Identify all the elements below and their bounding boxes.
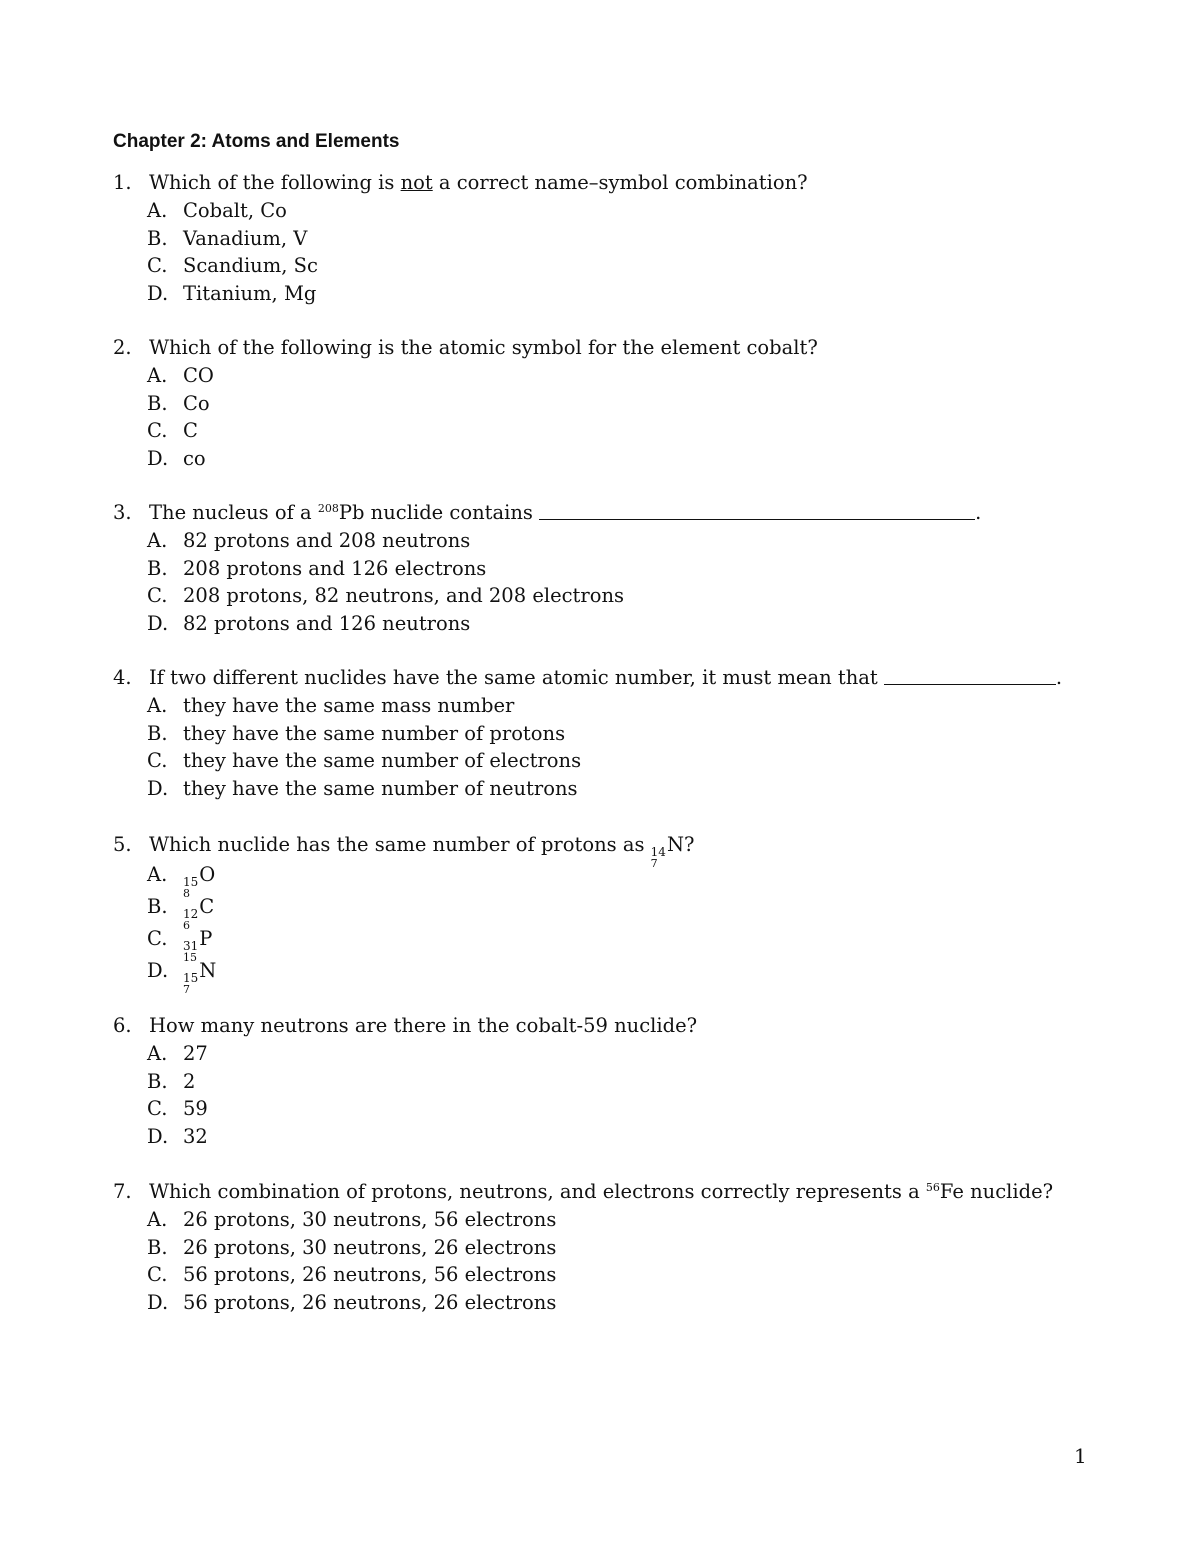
option-text: they have the same number of protons [183,721,566,745]
option-letter: A. [147,694,168,717]
option-text: 82 protons and 208 neutrons [183,529,471,552]
option-text: 2 [183,1069,196,1093]
mass-number: 31 [183,939,199,953]
answer-option [113,197,1113,225]
option-text: 26 protons, 30 neutrons, 26 electrons [183,1235,557,1259]
isotope-notation [183,973,198,995]
option-text: 82 protons and 126 neutrons [183,611,471,635]
option-letter: C. [147,419,168,442]
option-letter: B. [147,1069,168,1093]
option-text: Co [183,391,210,415]
option-letter: C. [147,254,168,277]
question-number: 4. [113,666,132,689]
question-text-part: Which nuclide has the same number of protons as [149,833,651,856]
answer-option [113,417,1113,445]
option-letter: B. [147,391,168,415]
question-number: 2. [113,336,132,359]
answer-option [113,1040,1113,1068]
answer-option [113,252,1113,280]
element-symbol: O [199,863,216,886]
answer-option [113,280,1113,308]
mass-number-superscript: 208 [317,502,339,515]
option-text: 27 [183,1042,208,1065]
atomic-number: 7 [183,983,190,996]
atomic-number: 8 [183,887,190,900]
question-stem [113,334,1113,362]
option-text: they have the same number of neutrons [183,776,578,800]
answer-option [113,955,1113,996]
question-text-part: Which combination of protons, neutrons, and electrons correctly represents a [149,1180,926,1203]
mass-number-superscript: 56 [925,1181,940,1194]
question-text-part: If two different nuclides have the same atomic number, it must mean that [149,666,878,689]
option-text: Cobalt, Co [183,199,287,222]
answer-option [113,720,1113,748]
option-letter: B. [147,556,168,580]
option-letter: D. [147,1124,169,1148]
answer-option [113,1095,1113,1123]
option-letter: A. [147,199,168,222]
element-symbol: Fe [939,1180,964,1203]
emphasis-underline: not [400,171,433,194]
question-text [149,664,1062,692]
option-letter: B. [147,226,168,250]
answer-option [113,859,1113,900]
mass-number: 12 [183,907,199,921]
answer-option [113,1261,1113,1289]
option-text: they have the same mass number [183,694,515,717]
question-text-part: . [1055,666,1063,689]
question-text [149,169,808,197]
answer-option [113,692,1113,720]
option-text: CO [183,364,214,387]
option-text: Scandium, Sc [183,254,318,277]
question-text-part: The nucleus of a [149,501,318,524]
question-text-part: a correct name–symbol combination? [432,171,808,194]
answer-option [113,891,1113,932]
option-letter: C. [147,1263,168,1286]
option-letter: C. [147,1097,168,1120]
question-stem [113,1178,1113,1206]
answer-option [113,582,1113,610]
option-letter: A. [147,863,168,886]
answer-option [113,1068,1113,1096]
element-symbol: N [666,833,685,856]
answer-option [113,775,1113,803]
option-text: they have the same number of electrons [183,749,582,772]
option-text: 56 protons, 26 neutrons, 26 electrons [183,1290,557,1314]
question-text-part: nuclide contains [364,501,533,524]
element-symbol: P [199,927,213,950]
option-text: 208 protons, 82 neutrons, and 208 electrons [183,584,625,607]
question-text-part: ? [684,833,695,856]
answer-option [113,1234,1113,1262]
option-text: 32 [183,1124,208,1148]
question-1 [113,169,1113,307]
page-number: 1 [1074,1444,1087,1468]
atomic-number: 6 [183,919,190,932]
option-letter: D. [147,446,169,470]
option-letter: A. [147,529,168,552]
answer-option [113,923,1113,964]
question-text-part: nuclide? [963,1180,1054,1203]
question-stem [113,831,1113,870]
option-text: C [183,419,198,442]
chapter-title: Chapter 2: Atoms and Elements [113,131,400,152]
option-letter: A. [147,1208,168,1231]
question-number: 6. [113,1014,132,1037]
option-letter: B. [147,721,168,745]
question-text [149,499,981,527]
option-text: 56 protons, 26 neutrons, 56 electrons [183,1263,557,1286]
question-stem [113,169,1113,197]
question-text-part: . [975,501,982,524]
answer-blank [884,664,1056,685]
mass-number: 15 [183,875,199,889]
mass-number: 15 [183,971,199,985]
option-letter: D. [147,1290,169,1314]
option-text [183,955,216,995]
option-text: Titanium, Mg [183,281,317,305]
question-stem [113,499,1113,527]
option-letter: D. [147,281,169,305]
question-5 [113,831,1113,996]
atomic-number: 15 [183,951,197,964]
mass-number: 14 [650,845,666,859]
option-letter: C. [147,927,168,950]
option-text: 208 protons and 126 electrons [183,556,487,580]
option-text: 26 protons, 30 neutrons, 56 electrons [183,1208,557,1231]
answer-option [113,555,1113,583]
question-text: Which of the following is the atomic symbol for the element cobalt? [149,336,818,359]
question-6 [113,1012,1113,1150]
answer-option [113,445,1113,473]
element-symbol: Pb [338,501,365,524]
option-letter: A. [147,1042,168,1065]
option-letter: C. [147,584,168,607]
answer-option [113,390,1113,418]
question-7 [113,1178,1113,1316]
question-stem [113,1012,1113,1040]
option-text: 59 [183,1097,208,1120]
answer-option [113,362,1113,390]
answer-option [113,1289,1113,1317]
option-text: co [183,446,206,470]
question-2 [113,334,1113,472]
question-stem [113,664,1113,692]
question-4 [113,664,1113,802]
answer-option [113,610,1113,638]
answer-option [113,1206,1113,1234]
option-letter: C. [147,749,168,772]
option-letter: D. [147,959,169,982]
element-symbol: N [199,959,217,982]
question-number: 1. [113,171,132,194]
question-text-part: Which of the following is [149,171,401,194]
question-number: 5. [113,833,132,856]
question-number: 7. [113,1180,132,1203]
answer-option [113,527,1113,555]
element-symbol: C [199,895,215,918]
answer-option [113,747,1113,775]
option-text: Vanadium, V [183,226,308,250]
answer-blank [539,499,975,520]
question-3 [113,499,1113,637]
option-letter: A. [147,364,168,387]
question-text: How many neutrons are there in the cobalt-59 nuclide? [149,1014,698,1037]
answer-option [113,225,1113,253]
option-letter: B. [147,895,168,918]
atomic-number: 7 [650,857,658,870]
answer-option [113,1123,1113,1151]
option-letter: D. [147,776,169,800]
question-text [149,1178,1053,1206]
option-letter: B. [147,1235,168,1259]
question-number: 3. [113,501,132,524]
option-letter: D. [147,611,169,635]
